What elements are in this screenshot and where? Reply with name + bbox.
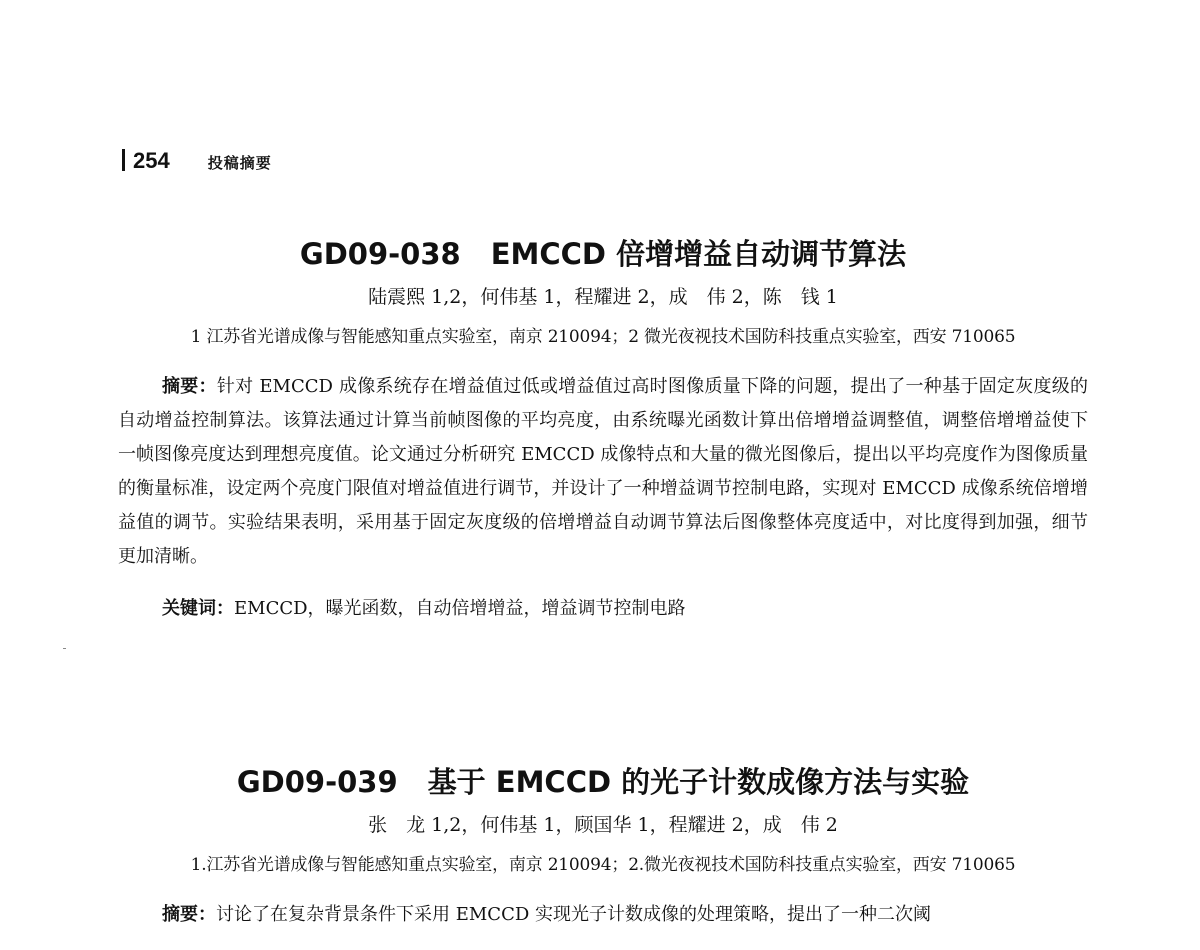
article-authors: 陆震熙 1,2，何伟基 1，程耀进 2，成 伟 2，陈 钱 1: [368, 286, 838, 308]
article-abstract: [118, 370, 1088, 574]
article-authors: 张 龙 1,2，何伟基 1，顾国华 1，程耀进 2，成 伟 2: [368, 814, 838, 836]
margin-mark: [63, 648, 66, 649]
keywords-label: 关键词：: [162, 598, 234, 619]
header-rule: [122, 149, 125, 171]
article-affiliation: 1 江苏省光谱成像与智能感知重点实验室，南京 210094；2 微光夜视技术国防科技重点实验室，西安 710065: [190, 327, 1016, 347]
article-gd09-039: [118, 760, 1088, 950]
abstract-label: 摘要：: [162, 376, 217, 397]
abstract-text: 针对 EMCCD 成像系统存在增益值过低或增益值过高时图像质量下降的问题，提出了一种基于固定灰度级的自动增益控制算法。该算法通过计算当前帧图像的平均亮度，由系统曝光函数计算出倍增增益调整值，调整倍增增益使下一帧图像亮度达到理想亮度值。论文通过分析研究 EMCCD 成像特点和大量的微光图像后，提出以平均亮度作为图像质量的衡量标准，设定两个亮度门限值对增益值进行调节，并设计了一种增益调节控制电路，实现对 EMCCD 成像系统倍增增益值的调节。实验结果表明，采用基于固定灰度级的倍增增益自动调节算法后图像整体亮度适中，对比度得到加强，细节更加清晰。: [118, 376, 1088, 567]
abstract-text: 讨论了在复杂背景条件下采用 EMCCD 实现光子计数成像的处理策略，提出了一种二次阈: [216, 904, 931, 925]
article-keywords: [118, 592, 1088, 626]
article-title-text: 基于 EMCCD 的光子计数成像方法与实验: [427, 765, 970, 799]
article-affiliation: 1.江苏省光谱成像与智能感知重点实验室，南京 210094；2.微光夜视技术国防科技重点实验室，西安 710065: [190, 855, 1016, 875]
article-code: GD09-038: [299, 237, 461, 271]
page-header: [122, 146, 272, 174]
article-title: [118, 760, 1088, 804]
article-gd09-038: [118, 232, 1088, 644]
article-title-text: EMCCD 倍增增益自动调节算法: [490, 237, 907, 271]
abstract-label: 摘要：: [162, 904, 216, 925]
page-number: 254: [133, 148, 170, 173]
running-title: 投稿摘要: [207, 154, 272, 172]
article-title: [118, 232, 1088, 276]
article-code: GD09-039: [236, 765, 398, 799]
keywords-text: EMCCD，曝光函数，自动倍增增益，增益调节控制电路: [234, 598, 686, 619]
article-abstract: [118, 898, 1088, 932]
